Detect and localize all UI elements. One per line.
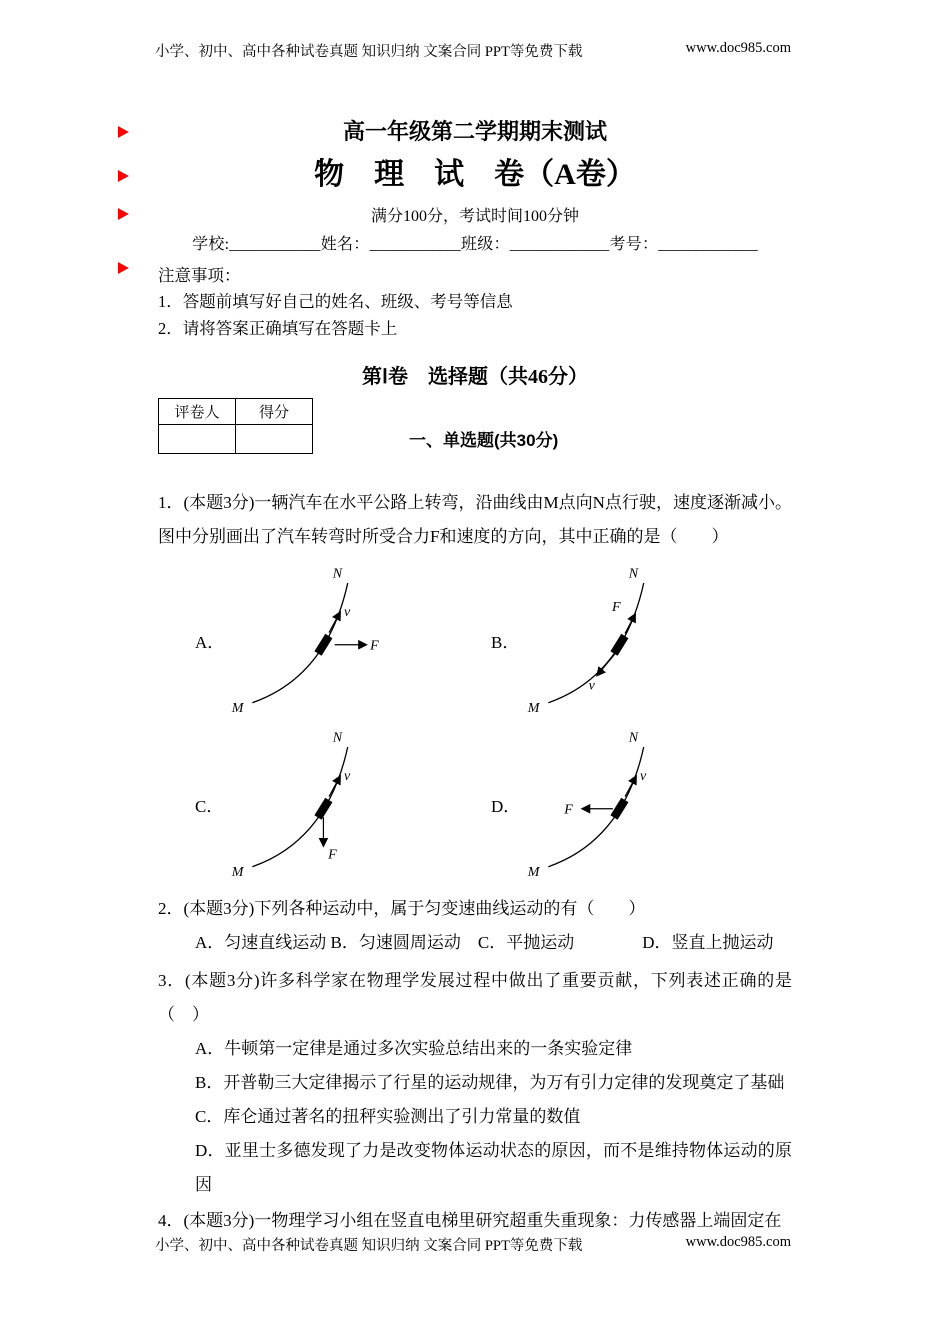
question-4-text: 4．(本题3分)一物理学习小组在竖直电梯里研究超重失重现象：力传感器上端固定在 (158, 1210, 782, 1230)
page-header (155, 40, 791, 61)
notes-item: 1．答题前填写好自己的姓名、班级、考号等信息 (158, 292, 513, 312)
q1-option-d-label: D． (491, 797, 521, 817)
exam-subtitle: 物 理 试 卷（A卷） (314, 157, 636, 191)
force-label: F (611, 599, 621, 615)
question-2-text: 2．(本题3分)下列各种运动中，属于匀变速曲线运动的有（ ） (158, 898, 646, 918)
footer-promo-text: 小学、初中、高中各种试卷真题 知识归纳 文案合同 PPT等免费下载 (155, 1238, 583, 1254)
point-m-label: M (231, 864, 244, 880)
notes-item: 2．请将答案正确填写在答题卡上 (158, 319, 398, 339)
subsection1-title: 一、单选题(共30分) (409, 430, 559, 450)
exam-title: 高一年级第二学期期末测试 (342, 119, 607, 144)
q1-diagram-c (229, 730, 430, 880)
q1-option-c (195, 730, 491, 880)
question-3-text: 3．(本题3分)许多科学家在物理学发展过程中做出了重要贡献，下列表述正确的是（ ） (158, 970, 792, 1024)
grader-blank-cell (159, 424, 236, 453)
velocity-label: v (639, 768, 647, 784)
notes-block (158, 263, 792, 343)
revision-marker-icon (118, 170, 129, 182)
q1-diagram-d (525, 730, 726, 880)
student-info-line: 学校:___________姓名：___________班级：____________考号：____________ (192, 235, 758, 253)
q1-option-b-label: B． (491, 633, 520, 653)
velocity-label: v (343, 768, 351, 784)
q1-option-d (491, 730, 792, 880)
grader-header-cell: 评卷人 (159, 398, 236, 424)
force-label: F (564, 802, 573, 818)
score-blank-cell (236, 424, 313, 453)
point-n-label: N (332, 730, 343, 746)
page-footer (155, 1234, 791, 1255)
header-site-link[interactable]: www.doc985.com (685, 40, 791, 56)
exam-paper (158, 118, 792, 1238)
score-line: 满分100分，考试时间100分钟 (370, 207, 579, 225)
force-label: F (370, 638, 379, 654)
point-m-label: M (527, 700, 540, 716)
question-3-option-c: C．库仑通过著名的扭秤实验测出了引力常量的数值 (195, 1106, 581, 1126)
score-header-cell: 得分 (236, 398, 313, 424)
q1-diagram-a (229, 566, 430, 716)
question-3-option-b: B．开普勒三大定律揭示了行星的运动规律，为万有引力定律的发现奠定了基础 (195, 1072, 785, 1092)
revision-marker-icon (118, 262, 129, 274)
footer-site-link[interactable]: www.doc985.com (685, 1234, 791, 1250)
grader-score-table (158, 398, 313, 454)
q1-diagram-b (525, 566, 726, 716)
q1-option-b (491, 566, 792, 716)
velocity-label: v (588, 678, 595, 694)
header-promo-text: 小学、初中、高中各种试卷真题 知识归纳 文案合同 PPT等免费下载 (155, 44, 583, 60)
revision-marker-icon (118, 208, 129, 220)
point-m-label: M (527, 864, 540, 880)
section1-title: 第Ⅰ卷 选择题（共46分） (362, 365, 588, 388)
point-n-label: N (332, 566, 343, 582)
notes-title: 注意事项： (158, 265, 241, 285)
force-label: F (328, 847, 337, 863)
point-n-label: N (628, 730, 639, 746)
question-3-option-d: D．亚里士多德发现了力是改变物体运动状态的原因，而不是维持物体运动的原因 (195, 1140, 792, 1194)
point-m-label: M (231, 700, 244, 716)
q1-option-a (195, 566, 491, 716)
question-2-options: A．匀速直线运动 B．匀速圆周运动 C．平抛运动 D．竖直上抛运动 (195, 932, 774, 952)
point-n-label: N (628, 566, 639, 582)
question-1-text: 1．(本题3分)一辆汽车在水平公路上转弯，沿曲线由M点向N点行驶，速度逐渐减小。图中分别画出了汽车转弯时所受合力F和速度的方向，其中正确的是（ ） (158, 492, 792, 546)
velocity-label: v (343, 604, 351, 620)
q1-option-a-label: A． (195, 633, 225, 653)
question-3-option-a: A．牛顿第一定律是通过多次实验总结出来的一条实验定律 (195, 1038, 633, 1058)
q1-option-c-label: C． (195, 797, 224, 817)
question-3-options (195, 1032, 792, 1202)
revision-marker-icon (118, 126, 129, 138)
question-1-diagrams (195, 566, 792, 880)
grader-score-block (158, 398, 792, 454)
